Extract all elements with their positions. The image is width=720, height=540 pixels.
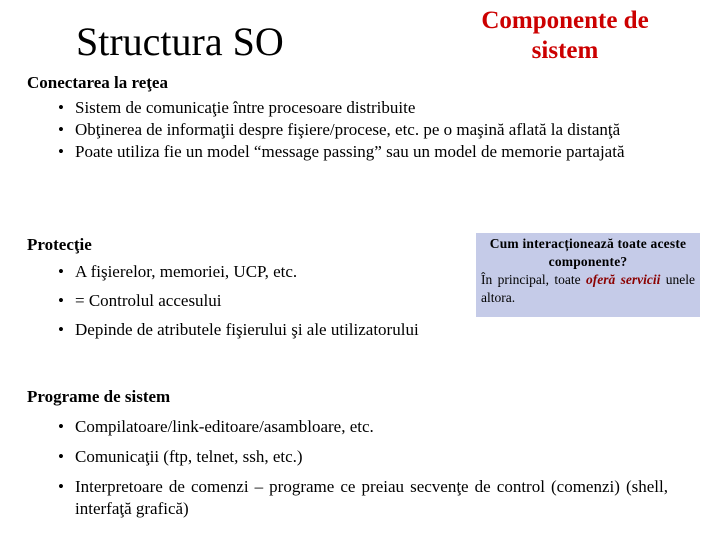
list-item: • Compilatoare/link-editoare/asambloare, etc. (58, 416, 668, 438)
slide-subtitle: Componente de sistem (481, 7, 649, 64)
list-item: • A fişierelor, memoriei, UCP, etc. (58, 261, 498, 283)
network-bullet-list (58, 97, 668, 163)
list-item: • Poate utiliza fie un model “message passing” sau un model de memorie partajată (58, 141, 668, 163)
list-item: • = Controlul accesului (58, 290, 498, 312)
list-item: • Comunicaţii (ftp, telnet, ssh, etc.) (58, 446, 668, 468)
callout-answer-end: unele altora. (481, 272, 695, 305)
protection-bullet-list (58, 261, 498, 341)
list-item: • Depinde de atributele fişierului şi ale utilizatorului (58, 319, 498, 341)
list-item: • Sistem de comunicaţie între procesoare distribuite (58, 97, 668, 119)
callout-answer (481, 271, 695, 307)
slide-title: Structura SO (76, 19, 284, 64)
section-heading-system-programs: Programe de sistem (27, 387, 171, 406)
callout-question: Cum interacționează toate aceste componente? (489, 236, 687, 269)
callout-answer-start: În principal, toate (481, 272, 586, 287)
list-item: • Interpretoare de comenzi – programe ce preiau secvenţe de control (comenzi) (shell, interfaţă grafică) (58, 476, 668, 520)
callout-answer-emphasis: oferă servicii (586, 272, 661, 287)
section-heading-network: Conectarea la reţea (27, 73, 168, 92)
callout-box (476, 233, 700, 317)
section-heading-protection: Protecţie (27, 235, 92, 254)
system-programs-bullet-list (58, 416, 668, 520)
list-item: • Obţinerea de informaţii despre fişiere/procese, etc. pe o maşină aflată la distanţă (58, 119, 668, 141)
